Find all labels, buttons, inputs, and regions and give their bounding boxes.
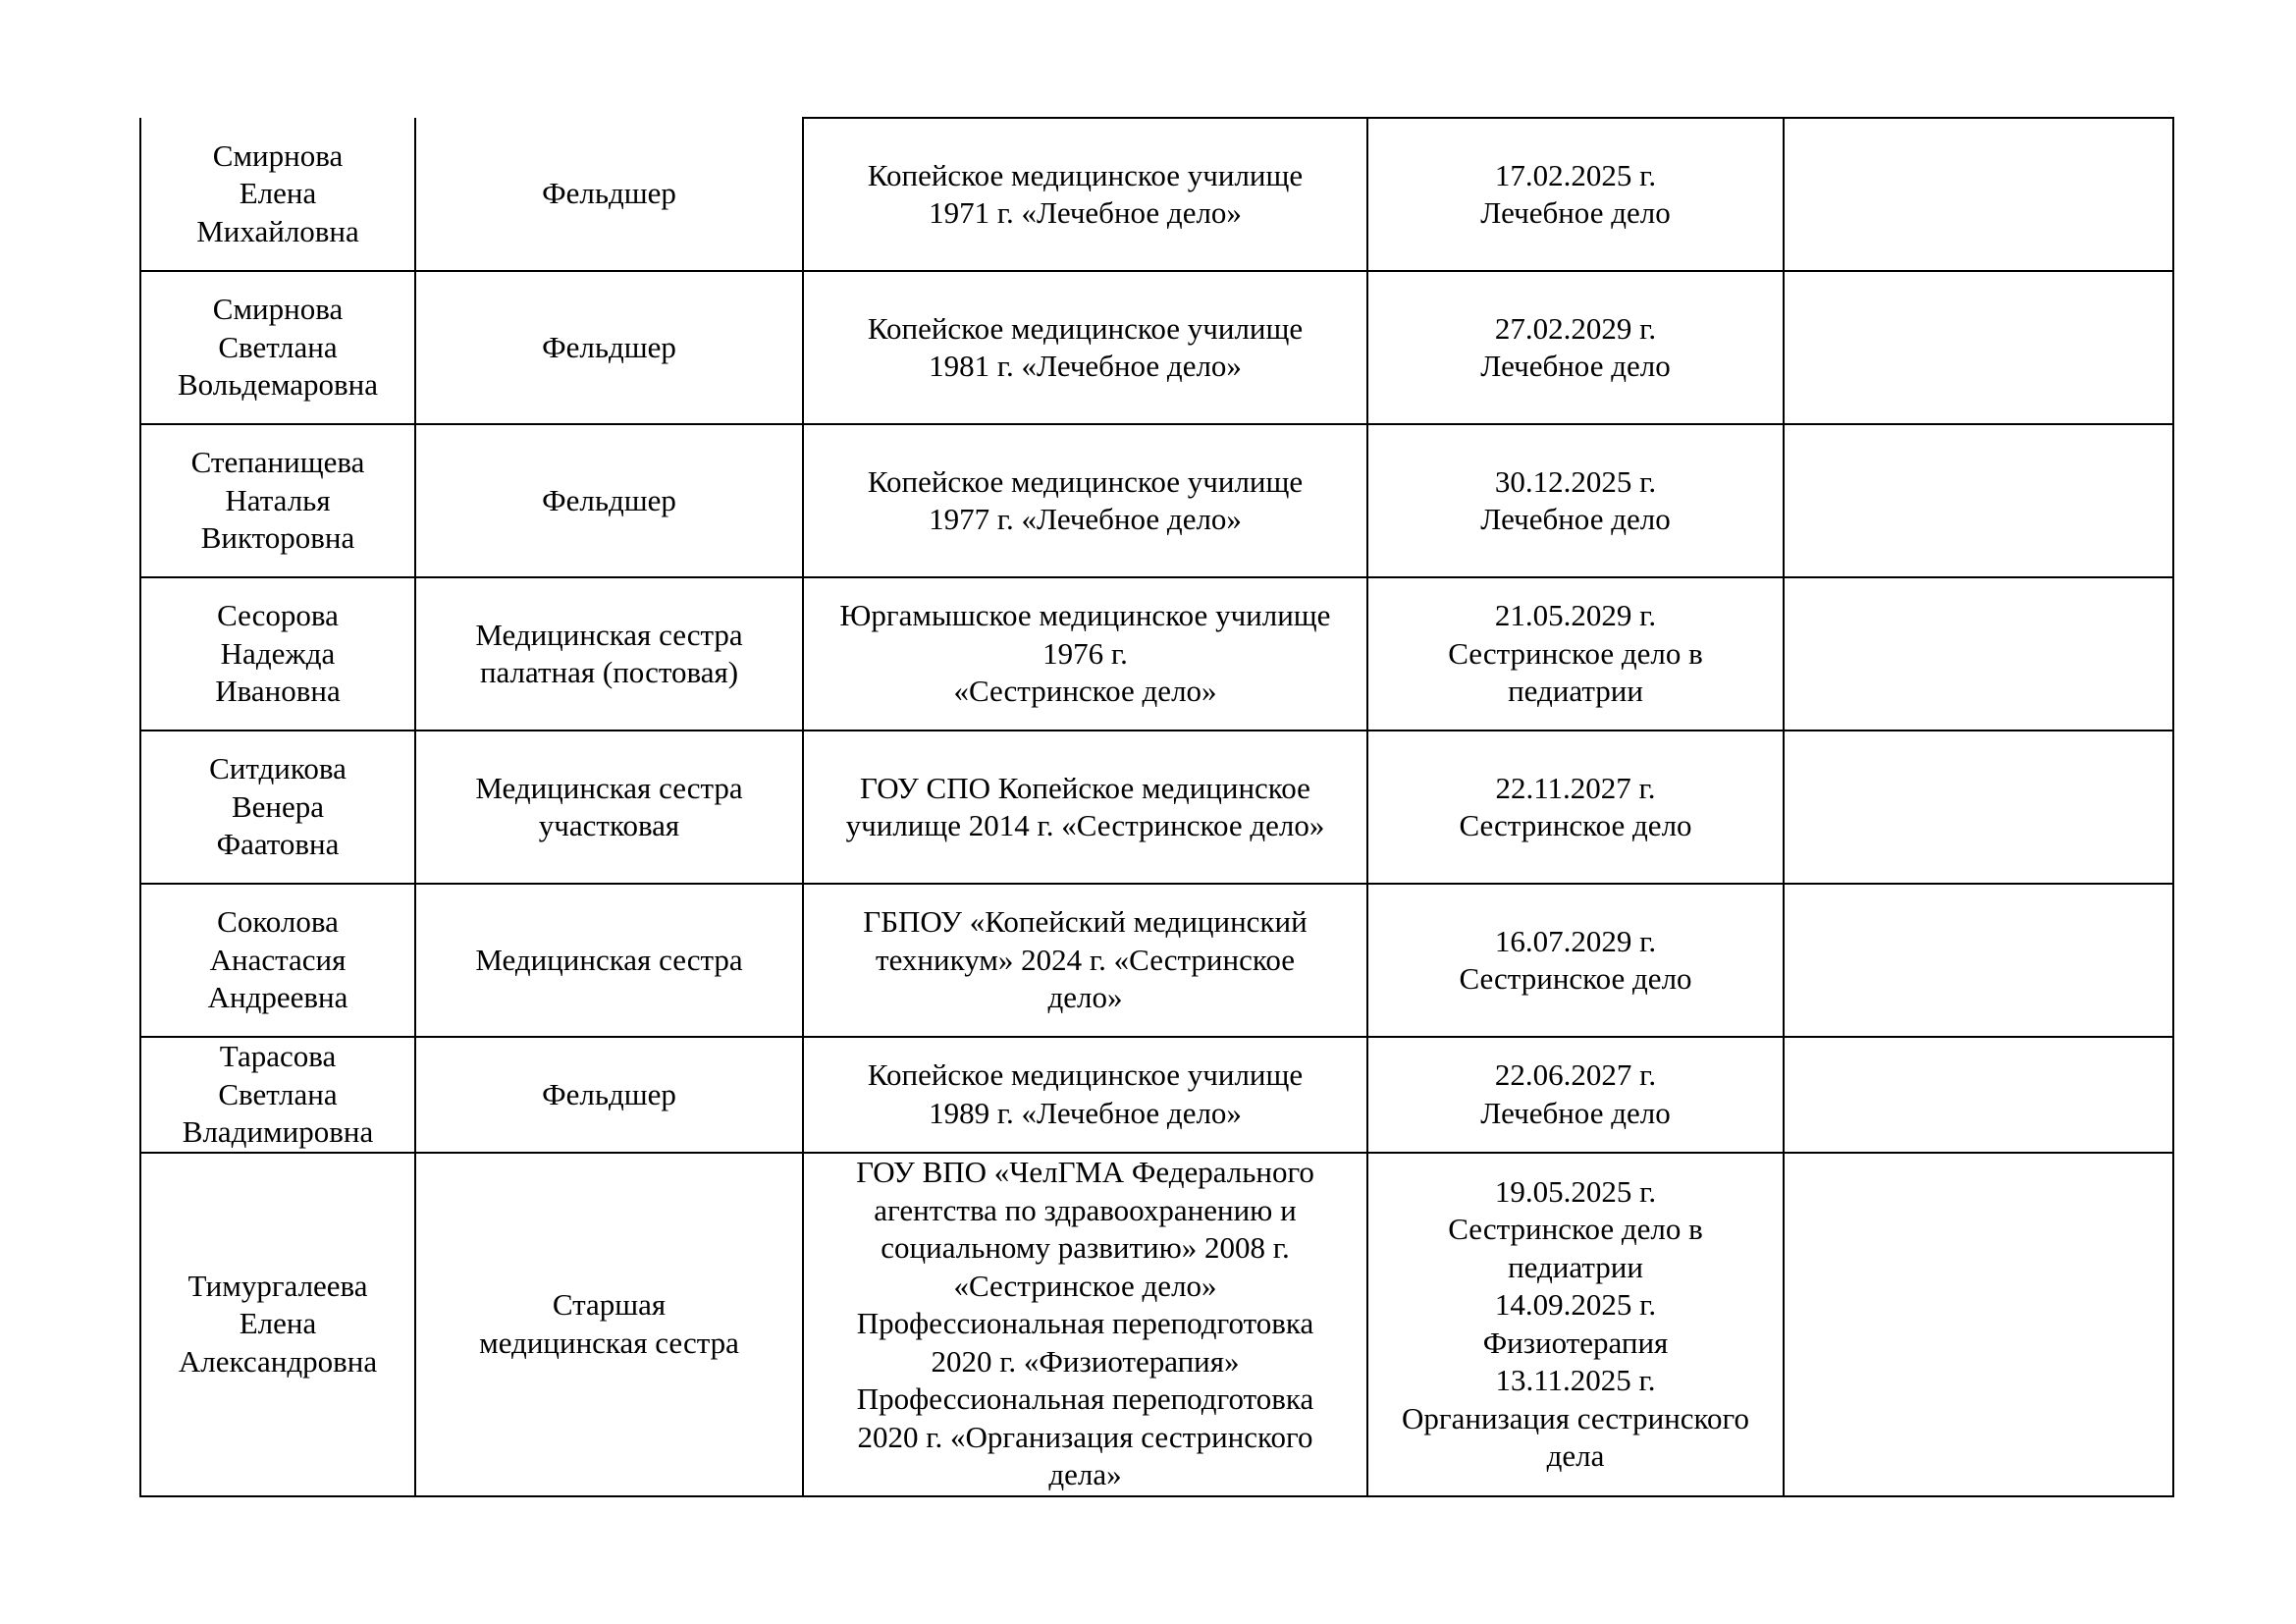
table-body [140, 118, 2173, 1496]
employee-name-line: Смирнова [212, 292, 344, 327]
certificate-line: Сестринское дело в [1448, 635, 1703, 671]
education-line: дела» [1048, 1457, 1122, 1492]
position-line: Фельдшер [542, 176, 676, 211]
employee-name-line: Соколова [217, 904, 339, 940]
certificate-line: 17.02.2025 г. [1494, 157, 1657, 192]
table-row [140, 271, 2173, 424]
employee-name-cell [140, 577, 415, 731]
education-line: ГОУ СПО Копейское медицинское [860, 770, 1310, 805]
position-cell [415, 731, 803, 884]
certificate-line: 14.09.2025 г. [1494, 1287, 1657, 1322]
note-cell [1784, 1037, 2173, 1153]
position-cell [415, 1037, 803, 1153]
certificate-line: 13.11.2025 г. [1495, 1363, 1656, 1397]
education-cell [803, 731, 1367, 884]
employee-name-line: Фаатовна [216, 827, 340, 862]
education-cell [803, 271, 1367, 424]
education-line: 1981 г. «Лечебное дело» [929, 349, 1242, 383]
employee-name-cell [140, 1153, 415, 1496]
education-line: Юргамышское медицинское училище [839, 598, 1331, 633]
certificate-line: Лечебное дело [1480, 349, 1671, 383]
education-line: агентства по здравоохранению и [874, 1192, 1297, 1227]
education-line: Копейское медицинское училище [867, 1057, 1304, 1093]
table-row [140, 424, 2173, 577]
position-line: Фельдшер [542, 482, 676, 517]
position-cell [415, 577, 803, 731]
education-line: техникум» 2024 г. «Сестринское [876, 942, 1295, 977]
table-row [140, 884, 2173, 1037]
education-line: «Сестринское дело» [953, 674, 1217, 709]
employee-name-line: Смирнова [212, 137, 344, 173]
education-line: Профессиональная переподготовка [856, 1381, 1314, 1417]
education-line: 2020 г. «Физиотерапия» [931, 1343, 1240, 1379]
education-line: 1976 г. [1042, 635, 1128, 671]
position-line: Медицинская сестра [475, 942, 743, 977]
certificate-line: Лечебное дело [1480, 502, 1671, 536]
certificate-cell [1367, 731, 1784, 884]
position-cell [415, 1153, 803, 1496]
employee-name-line: Светлана [218, 329, 338, 364]
employee-name-line: Ситдикова [209, 751, 347, 786]
position-line: Фельдшер [542, 329, 676, 364]
certificate-line: педиатрии [1508, 674, 1643, 709]
position-line: Медицинская сестра [475, 770, 743, 805]
employee-name-cell [140, 424, 415, 577]
employee-name-cell [140, 271, 415, 424]
education-line: ГОУ ВПО «ЧелГМА Федерального [856, 1155, 1314, 1190]
education-line: социальному развитию» 2008 г. [881, 1230, 1290, 1266]
certificate-line: 22.06.2027 г. [1494, 1057, 1657, 1093]
education-line: 1971 г. «Лечебное дело» [929, 195, 1242, 230]
employee-name-cell [140, 884, 415, 1037]
certificate-cell [1367, 118, 1784, 271]
employee-name-line: Андреевна [207, 980, 348, 1015]
employee-name-line: Венера [231, 788, 325, 824]
note-cell [1784, 271, 2173, 424]
certificate-cell [1367, 424, 1784, 577]
education-cell [803, 1037, 1367, 1153]
certificate-line: Лечебное дело [1480, 1095, 1671, 1130]
position-line: Фельдшер [542, 1076, 676, 1111]
employee-name-line: Ивановна [215, 674, 341, 709]
education-line: ГБПОУ «Копейский медицинский [863, 904, 1308, 940]
education-line: «Сестринское дело» [953, 1268, 1217, 1303]
certificate-line: дела [1546, 1438, 1605, 1473]
certificate-line: 22.11.2027 г. [1495, 770, 1656, 805]
employee-name-line: Степанищева [190, 445, 365, 480]
note-cell [1784, 884, 2173, 1037]
education-cell [803, 577, 1367, 731]
position-cell [415, 424, 803, 577]
note-cell [1784, 118, 2173, 271]
certificate-line: 21.05.2029 г. [1494, 598, 1657, 633]
employee-name-line: Михайловна [196, 213, 359, 248]
staff-table [139, 117, 2174, 1497]
education-line: 1989 г. «Лечебное дело» [929, 1095, 1242, 1130]
certificate-cell [1367, 1153, 1784, 1496]
education-line: Профессиональная переподготовка [856, 1306, 1314, 1341]
employee-name-line: Надежда [220, 635, 336, 671]
certificate-line: Сестринское дело в [1448, 1212, 1703, 1246]
position-line: палатная (постовая) [479, 655, 739, 689]
certificate-line: педиатрии [1508, 1249, 1643, 1284]
table-row [140, 1153, 2173, 1496]
employee-name-cell [140, 731, 415, 884]
employee-name-line: Вольдемаровна [177, 367, 379, 403]
employee-name-line: Тимургалеева [187, 1268, 368, 1303]
position-line: медицинская сестра [479, 1325, 739, 1360]
employee-name-line: Викторовна [200, 520, 355, 556]
education-line: Копейское медицинское училище [867, 157, 1304, 192]
certificate-cell [1367, 1037, 1784, 1153]
note-cell [1784, 1153, 2173, 1496]
education-line: Копейское медицинское училище [867, 310, 1304, 346]
certificate-cell [1367, 577, 1784, 731]
employee-name-line: Александровна [178, 1343, 378, 1379]
certificate-line: Сестринское дело [1459, 808, 1692, 842]
certificate-line: 16.07.2029 г. [1494, 923, 1657, 958]
table-row [140, 731, 2173, 884]
position-line: Медицинская сестра [475, 617, 743, 652]
position-cell [415, 884, 803, 1037]
note-cell [1784, 424, 2173, 577]
position-line: участковая [538, 808, 680, 842]
education-line: 1977 г. «Лечебное дело» [929, 502, 1242, 536]
employee-name-cell [140, 118, 415, 271]
education-cell [803, 118, 1367, 271]
certificate-line: Лечебное дело [1480, 195, 1671, 230]
certificate-line: Сестринское дело [1459, 961, 1692, 996]
certificate-cell [1367, 884, 1784, 1037]
table-row [140, 118, 2173, 271]
note-cell [1784, 577, 2173, 731]
note-cell [1784, 731, 2173, 884]
employee-name-line: Владимировна [182, 1114, 374, 1149]
certificate-line: 27.02.2029 г. [1494, 310, 1657, 346]
employee-name-cell [140, 1037, 415, 1153]
certificate-line: 30.12.2025 г. [1494, 463, 1657, 499]
employee-name-line: Елена [239, 1306, 317, 1341]
certificate-cell [1367, 271, 1784, 424]
certificate-line: Физиотерапия [1482, 1325, 1669, 1360]
position-line: Старшая [552, 1287, 667, 1322]
education-cell [803, 884, 1367, 1037]
education-line: Копейское медицинское училище [867, 463, 1304, 499]
employee-name-line: Тарасова [219, 1039, 337, 1073]
employee-name-line: Наталья [225, 482, 331, 517]
table-row [140, 1037, 2173, 1153]
education-line: дело» [1047, 980, 1123, 1015]
employee-name-line: Елена [239, 176, 317, 211]
position-cell [415, 118, 803, 271]
table-row [140, 577, 2173, 731]
position-cell [415, 271, 803, 424]
employee-name-line: Светлана [218, 1076, 338, 1111]
education-cell [803, 424, 1367, 577]
employee-name-line: Сесорова [217, 598, 339, 633]
education-line: 2020 г. «Организация сестринского [857, 1419, 1313, 1454]
employee-name-line: Анастасия [209, 942, 347, 977]
certificate-line: Организация сестринского [1402, 1400, 1749, 1435]
certificate-line: 19.05.2025 г. [1494, 1173, 1657, 1209]
education-cell [803, 1153, 1367, 1496]
education-line: училище 2014 г. «Сестринское дело» [845, 808, 1325, 842]
